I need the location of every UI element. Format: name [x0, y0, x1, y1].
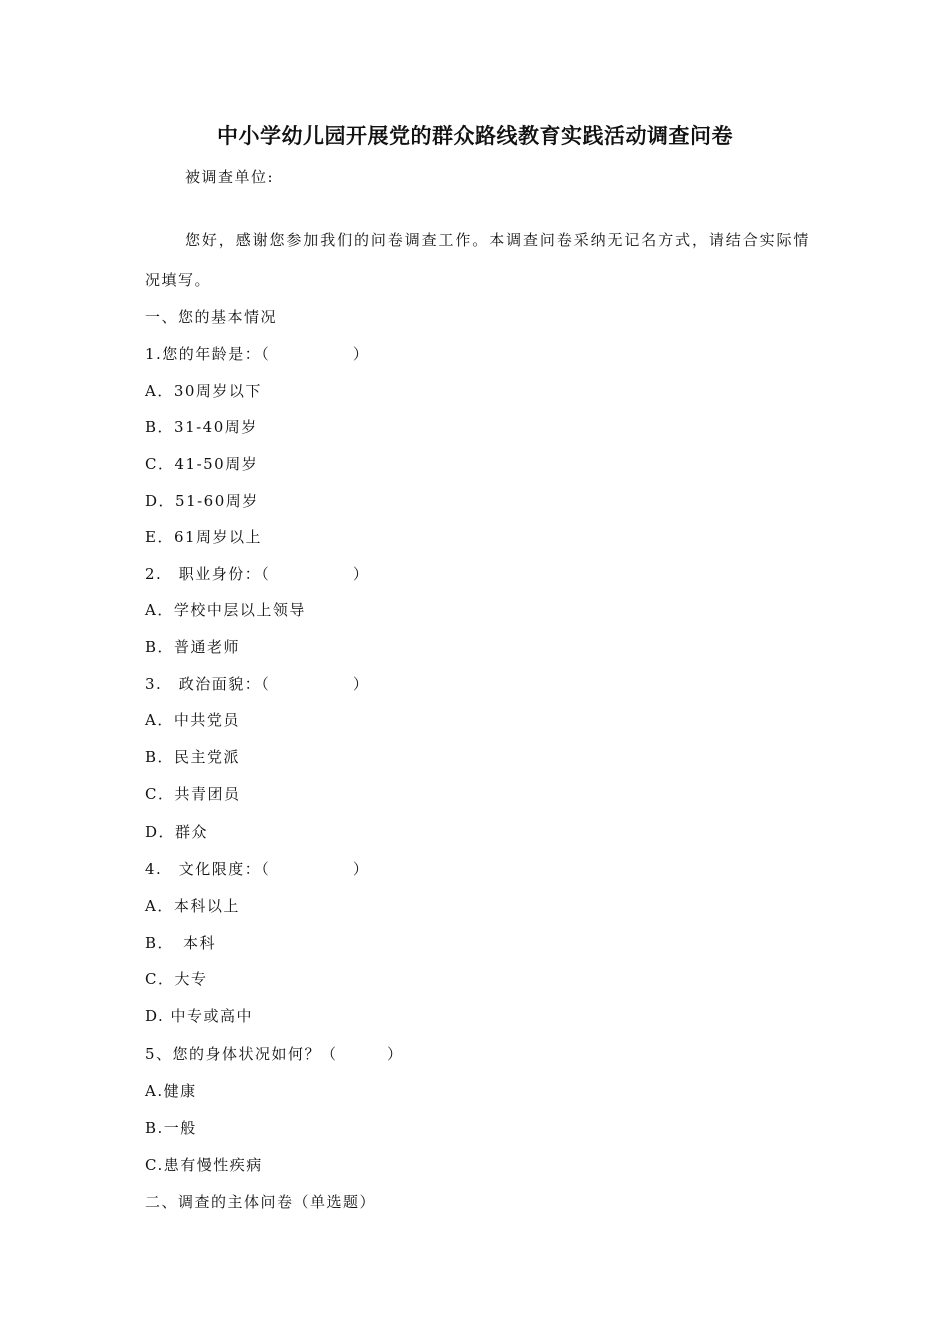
intro-paragraph-line-1: 您好，感谢您参加我们的问卷调查工作。本调查问卷采纳无记名方式，请结合实际情 — [185, 231, 811, 249]
q4-option-d: D. 中专或高中 — [145, 1007, 254, 1025]
q1-option-c: C．41-50周岁 — [145, 455, 259, 473]
question-1: 1.您的年龄是：（ ） — [145, 345, 370, 363]
document-title: 中小学幼儿园开展党的群众路线教育实践活动调查问卷 — [217, 123, 733, 148]
question-3: 3. 政治面貌：（ ） — [145, 675, 370, 693]
question-4: 4. 文化限度：（ ） — [145, 860, 370, 878]
q4-option-c: C．大专 — [145, 970, 208, 988]
q5-option-a: A.健康 — [145, 1082, 197, 1100]
q3-option-b: B．民主党派 — [145, 748, 241, 766]
q2-option-b: B．普通老师 — [145, 638, 241, 656]
question-2: 2. 职业身份：（ ） — [145, 565, 370, 583]
q3-option-a: A．中共党员 — [145, 711, 240, 729]
q3-option-c: C．共青团员 — [145, 785, 241, 803]
q5-option-b: B.一般 — [145, 1119, 197, 1137]
section-heading-basic-info: 一、您的基本情况 — [145, 308, 278, 326]
section-heading-main-survey: 二、调查的主体问卷（单选题） — [145, 1193, 377, 1211]
survey-unit-label: 被调查单位: — [185, 168, 275, 186]
q5-option-c: C.患有慢性疾病 — [145, 1156, 263, 1174]
q4-option-b: B． 本科 — [145, 934, 217, 952]
intro-paragraph-line-2: 况填写。 — [145, 271, 212, 289]
q3-option-d: D．群众 — [145, 823, 209, 841]
q1-option-d: D．51-60周岁 — [145, 492, 259, 510]
q1-option-a: A．30周岁以下 — [145, 382, 262, 400]
q2-option-a: A．学校中层以上领导 — [145, 601, 306, 619]
question-5: 5、您的身体状况如何？（ ） — [145, 1045, 404, 1063]
q1-option-b: B．31-40周岁 — [145, 418, 258, 436]
q4-option-a: A．本科以上 — [145, 897, 240, 915]
q1-option-e: E．61周岁以上 — [145, 528, 263, 546]
